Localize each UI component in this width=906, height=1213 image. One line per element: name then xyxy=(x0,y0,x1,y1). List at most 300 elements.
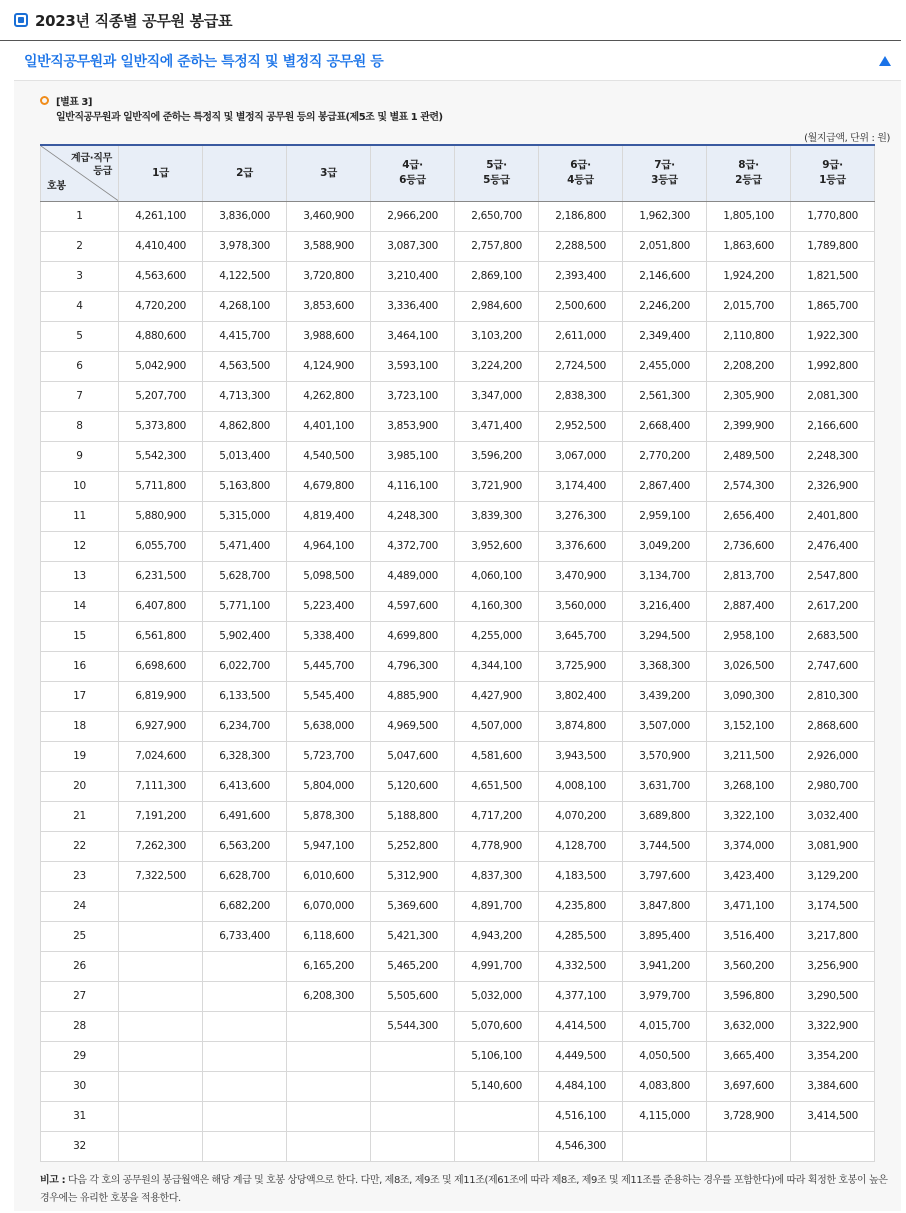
salary-cell: 2,399,900 xyxy=(707,411,791,441)
salary-cell: 7,191,200 xyxy=(119,801,203,831)
salary-cell: 2,186,800 xyxy=(539,201,623,231)
salary-cell: 6,819,900 xyxy=(119,681,203,711)
salary-cell: 3,216,400 xyxy=(623,591,707,621)
salary-cell xyxy=(455,1101,539,1131)
salary-cell xyxy=(119,891,203,921)
salary-cell: 4,122,500 xyxy=(203,261,287,291)
salary-cell: 6,208,300 xyxy=(287,981,371,1011)
salary-cell: 4,563,500 xyxy=(203,351,287,381)
salary-cell: 4,597,600 xyxy=(371,591,455,621)
salary-cell: 4,713,300 xyxy=(203,381,287,411)
salary-cell: 6,561,800 xyxy=(119,621,203,651)
salary-cell: 4,891,700 xyxy=(455,891,539,921)
salary-cell: 4,546,300 xyxy=(539,1131,623,1161)
section-title: 일반직공무원과 일반직에 준하는 특정직 및 별정직 공무원 등 xyxy=(24,53,384,70)
salary-cell: 3,290,500 xyxy=(791,981,875,1011)
salary-cell: 3,090,300 xyxy=(707,681,791,711)
salary-cell: 2,952,500 xyxy=(539,411,623,441)
salary-cell: 3,354,200 xyxy=(791,1041,875,1071)
grade-header-line: 7급· xyxy=(654,159,675,172)
salary-cell: 3,836,000 xyxy=(203,201,287,231)
salary-cell: 5,188,800 xyxy=(371,801,455,831)
table-row xyxy=(41,1101,875,1131)
salary-cell: 5,312,900 xyxy=(371,861,455,891)
grade-header-9 xyxy=(791,145,875,201)
salary-cell: 5,223,400 xyxy=(287,591,371,621)
step-cell: 13 xyxy=(41,561,119,591)
salary-cell: 3,471,100 xyxy=(707,891,791,921)
salary-cell: 3,665,400 xyxy=(707,1041,791,1071)
salary-cell: 4,885,900 xyxy=(371,681,455,711)
accordion-header[interactable] xyxy=(14,41,901,81)
salary-cell: 5,545,400 xyxy=(287,681,371,711)
step-cell: 12 xyxy=(41,531,119,561)
table-row xyxy=(41,261,875,291)
table-row xyxy=(41,591,875,621)
step-cell: 27 xyxy=(41,981,119,1011)
step-cell: 31 xyxy=(41,1101,119,1131)
grade-header-line: 5급· xyxy=(486,159,507,172)
salary-cell: 5,140,600 xyxy=(455,1071,539,1101)
salary-cell: 3,853,600 xyxy=(287,291,371,321)
salary-cell xyxy=(203,981,287,1011)
table-row xyxy=(41,651,875,681)
note-description: 일반직공무원과 일반직에 준하는 특정직 및 별정직 공무원 등의 봉급표(제5조 및 별표 1 관련) xyxy=(56,112,443,123)
salary-cell xyxy=(371,1071,455,1101)
salary-cell: 2,326,900 xyxy=(791,471,875,501)
salary-cell: 2,984,600 xyxy=(455,291,539,321)
note-label: [별표 3] xyxy=(56,97,92,108)
salary-cell xyxy=(455,1131,539,1161)
salary-cell: 5,902,400 xyxy=(203,621,287,651)
salary-cell: 3,943,500 xyxy=(539,741,623,771)
grade-header-line: 6급· xyxy=(570,159,591,172)
salary-cell: 4,128,700 xyxy=(539,831,623,861)
table-row xyxy=(41,831,875,861)
salary-cell: 3,895,400 xyxy=(623,921,707,951)
step-cell: 9 xyxy=(41,441,119,471)
salary-cell: 3,256,900 xyxy=(791,951,875,981)
salary-cell: 5,628,700 xyxy=(203,561,287,591)
salary-cell: 5,947,100 xyxy=(287,831,371,861)
salary-cell: 2,683,500 xyxy=(791,621,875,651)
salary-cell: 6,055,700 xyxy=(119,531,203,561)
salary-cell: 3,174,400 xyxy=(539,471,623,501)
salary-cell: 1,992,800 xyxy=(791,351,875,381)
step-cell: 11 xyxy=(41,501,119,531)
salary-cell: 5,505,600 xyxy=(371,981,455,1011)
salary-cell: 4,581,600 xyxy=(455,741,539,771)
salary-cell: 5,070,600 xyxy=(455,1011,539,1041)
salary-cell xyxy=(119,981,203,1011)
step-cell: 2 xyxy=(41,231,119,261)
salary-cell: 1,821,500 xyxy=(791,261,875,291)
remark-label: 비고 : xyxy=(40,1174,66,1186)
table-row xyxy=(41,681,875,711)
salary-cell: 4,115,000 xyxy=(623,1101,707,1131)
salary-cell xyxy=(203,1011,287,1041)
salary-cell: 3,847,800 xyxy=(623,891,707,921)
salary-cell xyxy=(119,951,203,981)
salary-cell: 4,255,000 xyxy=(455,621,539,651)
table-row xyxy=(41,561,875,591)
salary-cell: 6,118,600 xyxy=(287,921,371,951)
salary-cell: 1,863,600 xyxy=(707,231,791,261)
grade-header-line: 2등급 xyxy=(735,174,762,187)
page-title: 2023년 직종별 공무원 봉급표 xyxy=(35,11,233,30)
salary-cell xyxy=(287,1041,371,1071)
salary-cell: 2,246,200 xyxy=(623,291,707,321)
salary-cell: 4,563,600 xyxy=(119,261,203,291)
circle-bullet-icon xyxy=(40,96,49,105)
grade-header-line: 3등급 xyxy=(651,174,678,187)
grade-header-line: 5등급 xyxy=(483,174,510,187)
salary-cell: 3,797,600 xyxy=(623,861,707,891)
salary-cell: 6,733,400 xyxy=(203,921,287,951)
salary-cell: 3,631,700 xyxy=(623,771,707,801)
table-row xyxy=(41,981,875,1011)
salary-cell xyxy=(203,1101,287,1131)
salary-cell: 1,922,300 xyxy=(791,321,875,351)
salary-cell: 2,476,400 xyxy=(791,531,875,561)
salary-cell: 6,133,500 xyxy=(203,681,287,711)
salary-cell xyxy=(287,1011,371,1041)
table-row xyxy=(41,1041,875,1071)
salary-cell xyxy=(791,1131,875,1161)
grade-header-5 xyxy=(455,145,539,201)
salary-cell: 2,887,400 xyxy=(707,591,791,621)
salary-cell: 4,183,500 xyxy=(539,861,623,891)
salary-cell: 2,757,800 xyxy=(455,231,539,261)
salary-cell xyxy=(119,1041,203,1071)
salary-cell: 2,747,600 xyxy=(791,651,875,681)
salary-cell: 4,717,200 xyxy=(455,801,539,831)
salary-cell: 6,407,800 xyxy=(119,591,203,621)
salary-cell: 3,744,500 xyxy=(623,831,707,861)
salary-cell: 5,544,300 xyxy=(371,1011,455,1041)
salary-cell: 2,146,600 xyxy=(623,261,707,291)
salary-cell: 2,959,100 xyxy=(623,501,707,531)
salary-cell: 4,969,500 xyxy=(371,711,455,741)
salary-cell: 4,050,500 xyxy=(623,1041,707,1071)
table-row xyxy=(41,1071,875,1101)
salary-cell: 5,163,800 xyxy=(203,471,287,501)
salary-cell: 1,924,200 xyxy=(707,261,791,291)
salary-cell: 3,049,200 xyxy=(623,531,707,561)
salary-cell: 7,322,500 xyxy=(119,861,203,891)
corner-top-label: 계급·직무 등급 xyxy=(71,153,112,177)
salary-cell: 3,067,000 xyxy=(539,441,623,471)
salary-cell: 2,611,000 xyxy=(539,321,623,351)
salary-cell xyxy=(623,1131,707,1161)
step-cell: 5 xyxy=(41,321,119,351)
salary-cell: 4,285,500 xyxy=(539,921,623,951)
salary-cell: 4,943,200 xyxy=(455,921,539,951)
salary-cell: 2,051,800 xyxy=(623,231,707,261)
salary-cell: 2,349,400 xyxy=(623,321,707,351)
salary-cell: 3,725,900 xyxy=(539,651,623,681)
grade-header-4 xyxy=(371,145,455,201)
table-row xyxy=(41,1131,875,1161)
table-row xyxy=(41,861,875,891)
corner-bottom-label: 호봉 xyxy=(47,180,66,192)
salary-cell: 3,720,800 xyxy=(287,261,371,291)
salary-cell: 4,819,400 xyxy=(287,501,371,531)
grade-header-7 xyxy=(623,145,707,201)
salary-cell: 3,211,500 xyxy=(707,741,791,771)
table-row xyxy=(41,381,875,411)
salary-cell: 5,465,200 xyxy=(371,951,455,981)
salary-cell: 3,588,900 xyxy=(287,231,371,261)
salary-cell: 3,985,100 xyxy=(371,441,455,471)
salary-cell: 3,217,800 xyxy=(791,921,875,951)
salary-cell: 3,276,300 xyxy=(539,501,623,531)
grade-header-line: 1급 xyxy=(152,166,169,179)
salary-cell: 2,166,600 xyxy=(791,411,875,441)
salary-cell: 5,338,400 xyxy=(287,621,371,651)
salary-cell: 4,268,100 xyxy=(203,291,287,321)
salary-cell: 5,880,900 xyxy=(119,501,203,531)
step-cell: 26 xyxy=(41,951,119,981)
salary-cell: 3,516,400 xyxy=(707,921,791,951)
step-cell: 10 xyxy=(41,471,119,501)
salary-cell: 4,235,800 xyxy=(539,891,623,921)
salary-cell: 5,106,100 xyxy=(455,1041,539,1071)
salary-cell: 4,964,100 xyxy=(287,531,371,561)
step-cell: 29 xyxy=(41,1041,119,1071)
step-cell: 1 xyxy=(41,201,119,231)
salary-cell: 3,839,300 xyxy=(455,501,539,531)
salary-cell: 5,804,000 xyxy=(287,771,371,801)
salary-cell: 7,024,600 xyxy=(119,741,203,771)
salary-cell: 3,414,500 xyxy=(791,1101,875,1131)
salary-cell xyxy=(371,1101,455,1131)
salary-cell: 5,207,700 xyxy=(119,381,203,411)
salary-cell: 3,423,400 xyxy=(707,861,791,891)
salary-cell: 2,489,500 xyxy=(707,441,791,471)
salary-cell: 3,952,600 xyxy=(455,531,539,561)
step-cell: 32 xyxy=(41,1131,119,1161)
salary-cell xyxy=(119,1011,203,1041)
salary-cell: 2,868,600 xyxy=(791,711,875,741)
salary-cell: 4,124,900 xyxy=(287,351,371,381)
salary-cell: 4,880,600 xyxy=(119,321,203,351)
salary-cell: 2,561,300 xyxy=(623,381,707,411)
salary-cell: 6,927,900 xyxy=(119,711,203,741)
salary-cell: 2,617,200 xyxy=(791,591,875,621)
salary-cell: 4,261,100 xyxy=(119,201,203,231)
salary-cell: 5,445,700 xyxy=(287,651,371,681)
salary-cell: 3,596,800 xyxy=(707,981,791,1011)
salary-cell xyxy=(203,1131,287,1161)
salary-cell: 4,160,300 xyxy=(455,591,539,621)
salary-cell: 5,638,000 xyxy=(287,711,371,741)
table-row xyxy=(41,621,875,651)
salary-cell: 2,110,800 xyxy=(707,321,791,351)
accordion-body xyxy=(14,81,901,1211)
collapse-triangle-icon[interactable] xyxy=(879,56,891,66)
salary-cell: 3,697,600 xyxy=(707,1071,791,1101)
salary-cell: 3,596,200 xyxy=(455,441,539,471)
salary-cell: 6,022,700 xyxy=(203,651,287,681)
salary-cell: 6,628,700 xyxy=(203,861,287,891)
salary-cell: 3,026,500 xyxy=(707,651,791,681)
salary-cell: 6,698,600 xyxy=(119,651,203,681)
salary-cell xyxy=(371,1041,455,1071)
salary-cell: 4,720,200 xyxy=(119,291,203,321)
table-row xyxy=(41,351,875,381)
table-row xyxy=(41,321,875,351)
salary-cell: 4,377,100 xyxy=(539,981,623,1011)
salary-cell: 2,810,300 xyxy=(791,681,875,711)
salary-cell: 4,651,500 xyxy=(455,771,539,801)
salary-cell: 5,047,600 xyxy=(371,741,455,771)
salary-cell: 3,941,200 xyxy=(623,951,707,981)
salary-cell: 4,796,300 xyxy=(371,651,455,681)
salary-cell: 4,070,200 xyxy=(539,801,623,831)
step-cell: 15 xyxy=(41,621,119,651)
salary-cell: 1,962,300 xyxy=(623,201,707,231)
table-row xyxy=(41,711,875,741)
salary-cell: 3,322,900 xyxy=(791,1011,875,1041)
salary-cell: 3,632,000 xyxy=(707,1011,791,1041)
salary-cell: 3,087,300 xyxy=(371,231,455,261)
table-row xyxy=(41,801,875,831)
table-row xyxy=(41,891,875,921)
salary-cell: 5,878,300 xyxy=(287,801,371,831)
step-cell: 16 xyxy=(41,651,119,681)
salary-cell xyxy=(119,1071,203,1101)
salary-cell: 6,165,200 xyxy=(287,951,371,981)
unit-note: (월지급액, 단위 : 원) xyxy=(804,133,890,144)
salary-table xyxy=(40,144,875,1162)
salary-cell: 3,978,300 xyxy=(203,231,287,261)
salary-cell: 6,563,200 xyxy=(203,831,287,861)
salary-cell: 5,120,600 xyxy=(371,771,455,801)
salary-cell: 3,347,000 xyxy=(455,381,539,411)
salary-cell: 1,770,800 xyxy=(791,201,875,231)
grade-header-line: 3급 xyxy=(320,166,337,179)
remark-text: 다음 각 호의 공무원의 봉급월액은 해당 계급 및 호봉 상당액으로 한다. 다만, 제8조, 제9조 및 제11조(제61조에 따라 제8조, 제9조 및 제11조를 준용하는 경우를 포함한다)에 따라 획정한 호봉이 높은 경우에는 유리한 호봉을 적용한다. xyxy=(40,1174,888,1204)
salary-cell: 4,489,000 xyxy=(371,561,455,591)
salary-cell: 2,208,200 xyxy=(707,351,791,381)
salary-cell: 5,771,100 xyxy=(203,591,287,621)
step-cell: 23 xyxy=(41,861,119,891)
step-cell: 17 xyxy=(41,681,119,711)
salary-cell: 5,723,700 xyxy=(287,741,371,771)
grade-header-3 xyxy=(287,145,371,201)
step-cell: 4 xyxy=(41,291,119,321)
table-row xyxy=(41,501,875,531)
table-row xyxy=(41,1011,875,1041)
step-cell: 6 xyxy=(41,351,119,381)
salary-cell: 2,547,800 xyxy=(791,561,875,591)
page-header xyxy=(0,0,901,41)
salary-cell: 3,728,900 xyxy=(707,1101,791,1131)
salary-cell: 3,384,600 xyxy=(791,1071,875,1101)
salary-cell: 4,679,800 xyxy=(287,471,371,501)
salary-cell: 6,491,600 xyxy=(203,801,287,831)
salary-cell: 4,837,300 xyxy=(455,861,539,891)
salary-cell: 4,540,500 xyxy=(287,441,371,471)
salary-cell: 7,262,300 xyxy=(119,831,203,861)
salary-cell: 2,288,500 xyxy=(539,231,623,261)
salary-cell: 2,838,300 xyxy=(539,381,623,411)
salary-cell: 6,328,300 xyxy=(203,741,287,771)
salary-cell xyxy=(287,1101,371,1131)
salary-cell: 3,376,600 xyxy=(539,531,623,561)
step-cell: 18 xyxy=(41,711,119,741)
salary-cell: 3,570,900 xyxy=(623,741,707,771)
salary-cell: 5,252,800 xyxy=(371,831,455,861)
salary-cell: 2,015,700 xyxy=(707,291,791,321)
salary-cell: 4,991,700 xyxy=(455,951,539,981)
salary-cell: 4,060,100 xyxy=(455,561,539,591)
salary-cell: 4,862,800 xyxy=(203,411,287,441)
salary-cell: 3,507,000 xyxy=(623,711,707,741)
grade-header-line: 4급· xyxy=(402,159,423,172)
grade-header-line: 9급· xyxy=(822,159,843,172)
salary-cell: 3,645,700 xyxy=(539,621,623,651)
salary-cell xyxy=(371,1131,455,1161)
step-cell: 25 xyxy=(41,921,119,951)
salary-cell: 2,668,400 xyxy=(623,411,707,441)
salary-cell: 5,369,600 xyxy=(371,891,455,921)
table-header-row xyxy=(41,145,875,201)
salary-cell: 4,008,100 xyxy=(539,771,623,801)
salary-cell: 6,413,600 xyxy=(203,771,287,801)
step-cell: 14 xyxy=(41,591,119,621)
salary-cell: 2,770,200 xyxy=(623,441,707,471)
salary-cell: 2,966,200 xyxy=(371,201,455,231)
step-cell: 3 xyxy=(41,261,119,291)
salary-cell: 3,134,700 xyxy=(623,561,707,591)
salary-cell: 3,174,500 xyxy=(791,891,875,921)
salary-cell: 3,560,200 xyxy=(707,951,791,981)
salary-cell: 5,711,800 xyxy=(119,471,203,501)
salary-cell: 3,103,200 xyxy=(455,321,539,351)
grade-header-2 xyxy=(203,145,287,201)
salary-cell: 2,867,400 xyxy=(623,471,707,501)
table-row xyxy=(41,231,875,261)
salary-cell xyxy=(287,1131,371,1161)
square-bullet-icon xyxy=(14,13,28,27)
salary-cell: 4,262,800 xyxy=(287,381,371,411)
salary-cell: 4,248,300 xyxy=(371,501,455,531)
step-cell: 24 xyxy=(41,891,119,921)
table-row xyxy=(41,531,875,561)
salary-cell: 4,414,500 xyxy=(539,1011,623,1041)
salary-cell xyxy=(119,1101,203,1131)
salary-cell: 4,427,900 xyxy=(455,681,539,711)
step-cell: 28 xyxy=(41,1011,119,1041)
salary-cell: 3,210,400 xyxy=(371,261,455,291)
salary-cell: 6,682,200 xyxy=(203,891,287,921)
salary-cell: 5,421,300 xyxy=(371,921,455,951)
salary-cell: 2,500,600 xyxy=(539,291,623,321)
salary-cell: 3,593,100 xyxy=(371,351,455,381)
salary-cell: 2,813,700 xyxy=(707,561,791,591)
salary-cell: 4,083,800 xyxy=(623,1071,707,1101)
salary-cell: 2,736,600 xyxy=(707,531,791,561)
note-lines xyxy=(56,95,443,125)
table-row xyxy=(41,921,875,951)
salary-cell: 5,098,500 xyxy=(287,561,371,591)
table-row xyxy=(41,411,875,441)
salary-cell: 3,689,800 xyxy=(623,801,707,831)
salary-cell: 4,699,800 xyxy=(371,621,455,651)
salary-cell: 5,542,300 xyxy=(119,441,203,471)
